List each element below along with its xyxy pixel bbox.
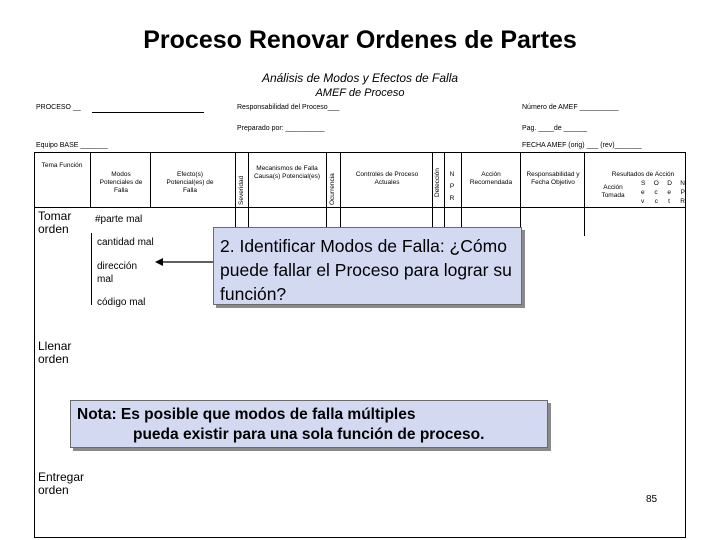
col-divider [248,152,249,236]
col-divider [90,152,91,207]
failure-mode-direccion: dirección mal [97,261,138,285]
npr-p: P [449,183,455,190]
function-tomar-orden: Tomar orden [38,209,72,236]
res-sub-item: v [641,198,645,205]
col-deteccion: Detección [434,168,441,197]
res-s: S [641,180,646,187]
res-o: O [653,180,659,187]
col-npr [446,171,458,203]
res-sub-item: P [680,189,685,196]
function-entregar-orden: Entregar orden [38,470,85,497]
failure-mode-codigo: código mal [97,297,146,308]
res-sub [641,189,685,197]
npr-r: R [449,195,455,202]
res-sub-item: e [667,189,671,196]
res-sub-item: c [654,198,658,205]
field-responsabilidad: Responsabilidad del Proceso___ [237,104,340,111]
col-funcion: Tema Función [41,162,83,169]
res-sub-item: c [654,189,658,196]
failure-mode-parte: #parte mal [95,214,143,225]
col-divider [340,152,341,236]
callout-box: 2. Identificar Modos de Falla: ¿Cómo puede fallar el Proceso para lograr su función? [213,227,522,305]
res-sub-item: t [668,198,670,205]
res-cols [641,180,685,188]
col-divider [461,152,462,236]
col-controles: Controles de Proceso Actuales [355,171,419,186]
res-sub-item: R [680,198,685,205]
failure-mode-cantidad: cantidad mal [97,237,154,248]
res-n: N [680,180,685,187]
res-sub-item: e [641,189,645,196]
field-proceso: PROCESO __ [36,104,81,111]
field-preparado: Preparado por: __________ [237,125,325,132]
proceso-line [92,112,204,113]
note-box [70,400,548,448]
res-d: D [667,180,672,187]
col-divider [326,152,327,236]
failure-mode-bracket [91,233,92,305]
page-title: Proceso Renovar Ordenes de Partes [143,26,577,54]
fmea-table [34,152,686,538]
col-divider [150,152,151,207]
col-mecanismos: Mecanismos de Falla Causa(s) Potencial(es) [253,165,321,180]
header-divider [34,207,686,208]
col-severidad: Severidad [238,175,245,205]
col-divider [584,152,585,236]
note-line1: Nota: Es posible que modos de falla múltiples [77,406,416,423]
col-divider [432,152,433,236]
field-fecha: FECHA AMEF (orig) ___ (rev)_______ [522,142,642,149]
col-efectos: Efecto(s) Potencial(es) de Falla [166,171,214,194]
col-modos: Modos Potenciales de Falla [99,171,143,194]
note-line2: pueda existir para una sola función de proceso. [133,426,485,443]
subtitle: Análisis de Modos y Efectos de Falla [261,71,459,85]
col-accion-recomendada: Acción Recomendada [469,171,513,186]
col-divider [520,152,521,236]
col-responsabilidad: Responsabilidad y Fecha Objetivo [526,171,580,186]
col-accion-tomada: Acción Tomada [601,184,625,199]
col-divider [235,152,236,236]
npr-n: N [449,171,455,178]
page-number: 85 [646,494,658,505]
function-llenar-orden: Llenar orden [38,339,72,366]
field-pagina: Pag. ____de ______ [522,125,588,132]
arrow-icon [155,255,217,269]
field-numero-amef: Número de AMEF __________ [522,104,619,111]
field-equipo: Equipo BASE _______ [36,142,108,149]
col-resultados: Resultados de Acción [611,171,675,178]
col-divider [444,152,445,236]
subtitle-amef: AMEF de Proceso [315,87,405,99]
col-ocurrencia: Ocurrencia [329,173,336,205]
res-sub2 [641,198,685,206]
